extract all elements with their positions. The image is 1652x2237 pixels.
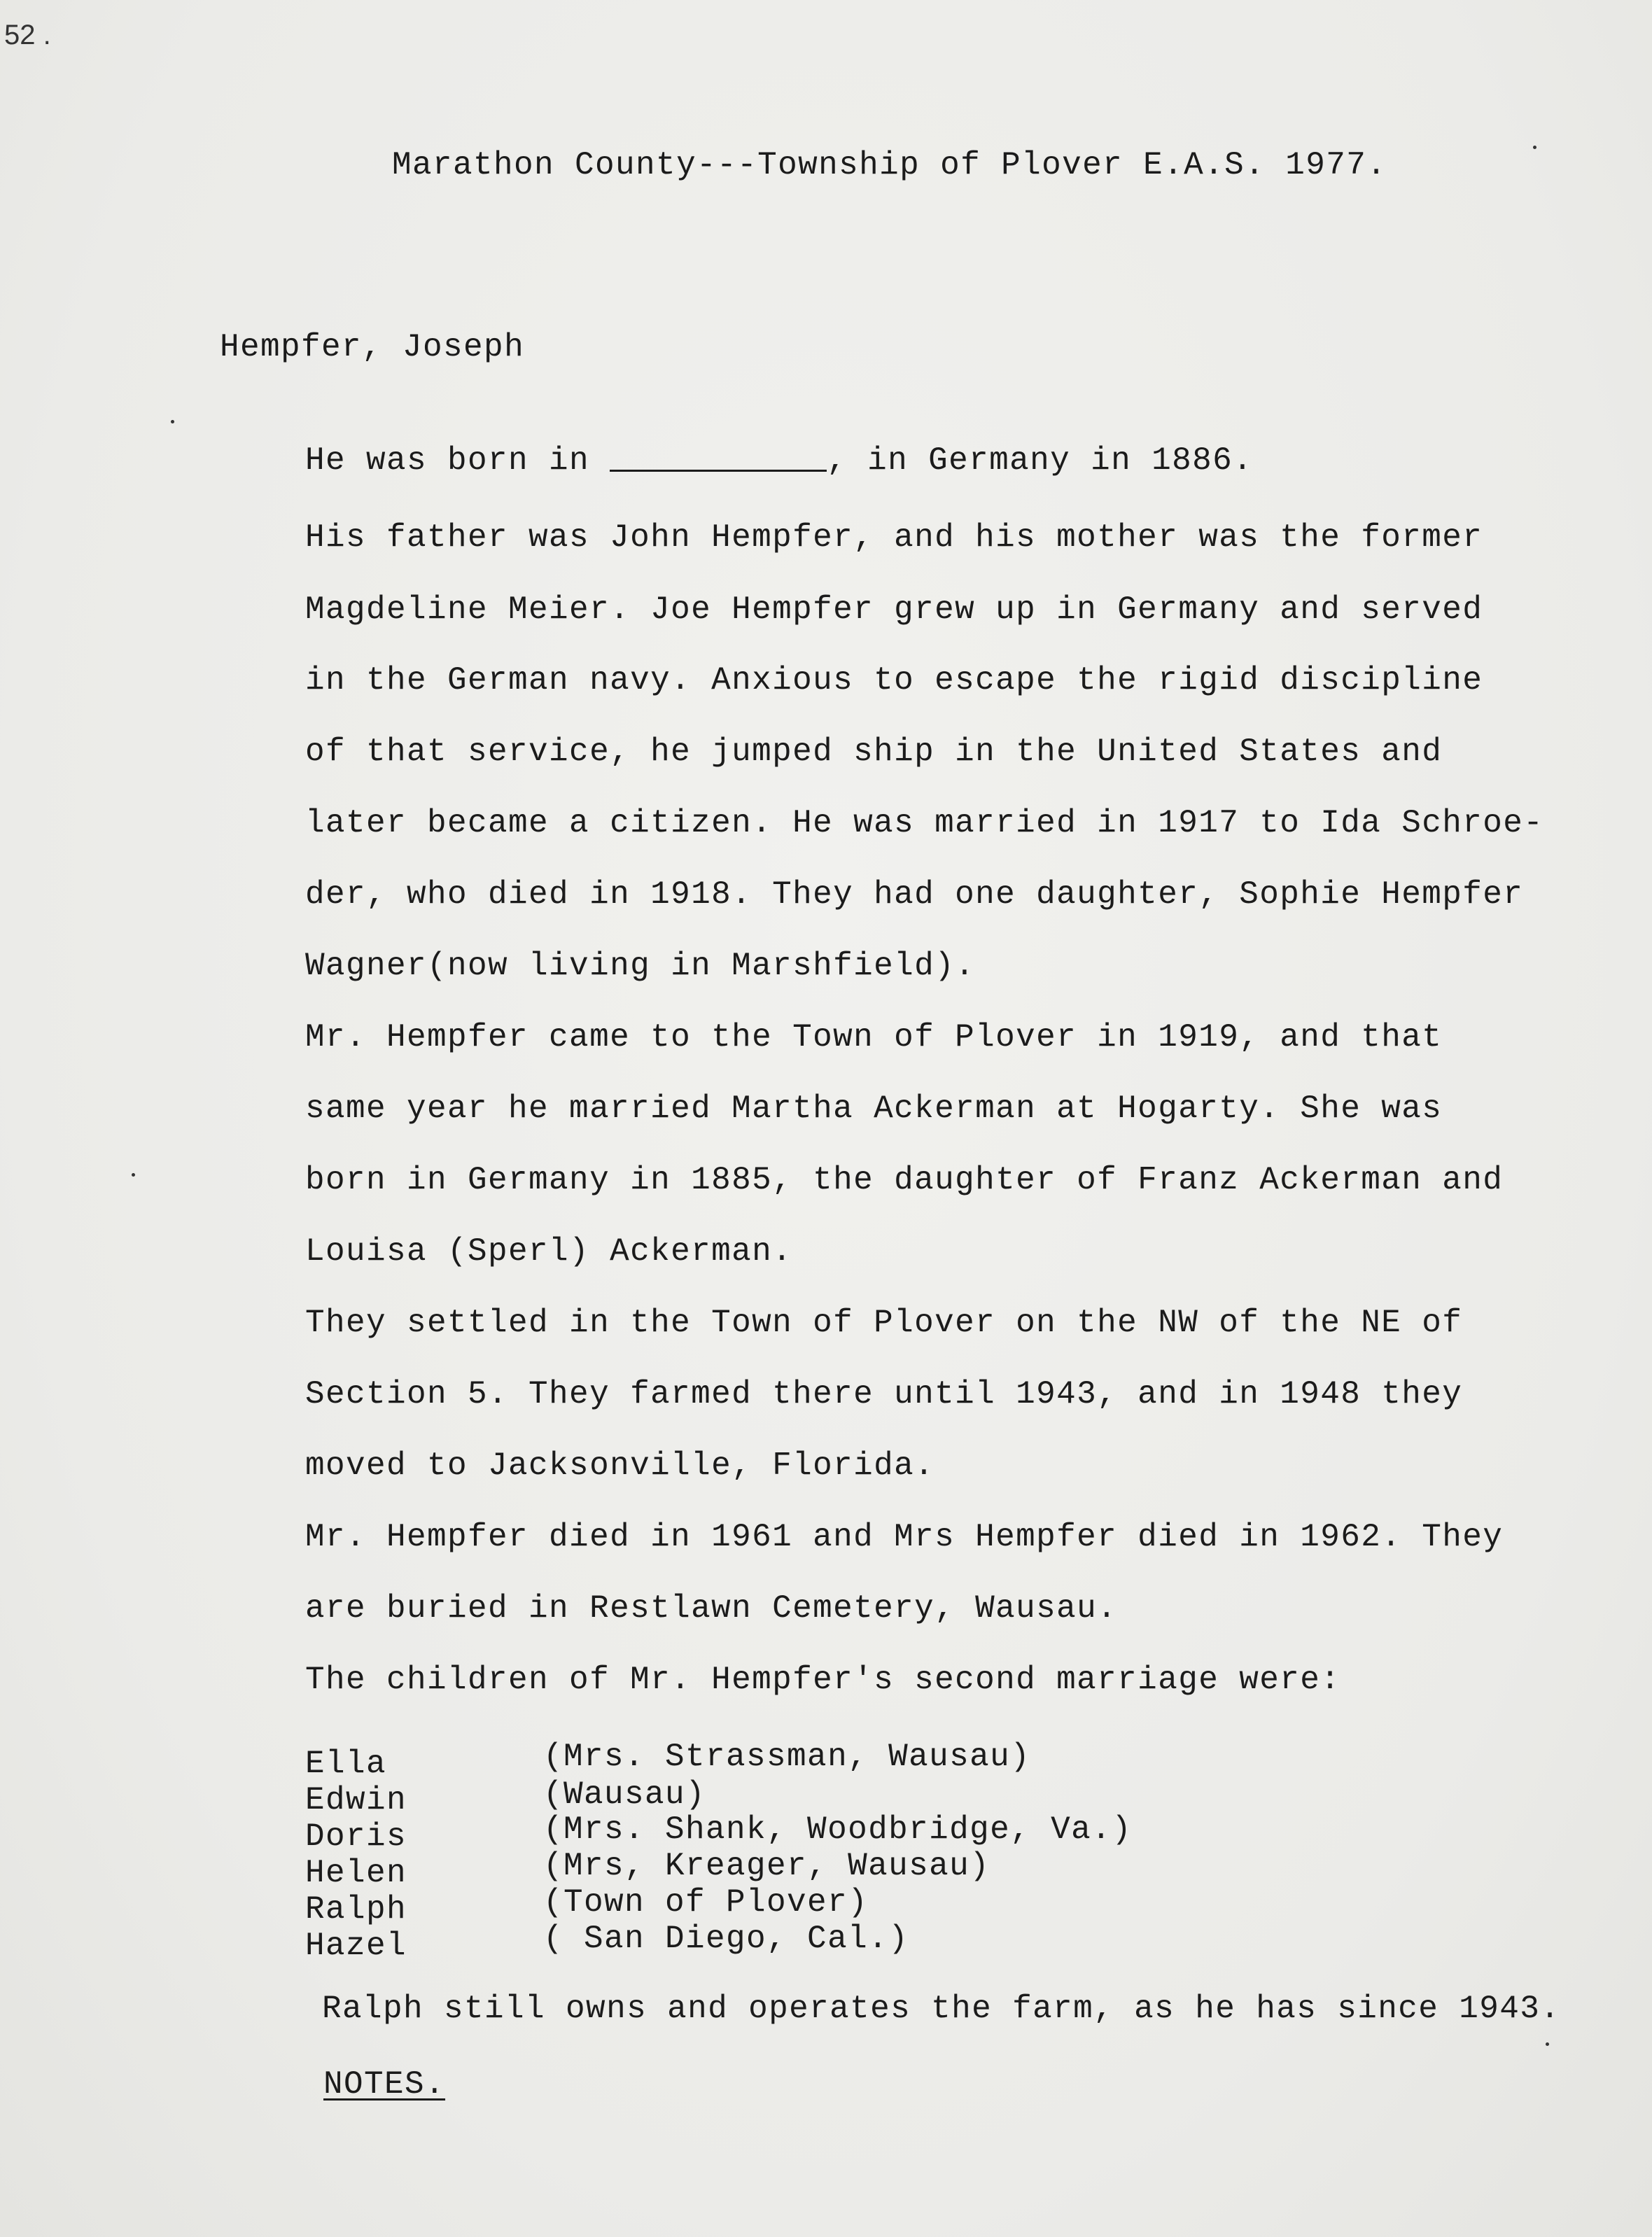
child-detail: (Mrs, Kreager, Wausau) [543,1848,990,1884]
body-line: Louisa (Sperl) Ackerman. [305,1233,793,1270]
child-detail: (Mrs. Shank, Woodbridge, Va.) [543,1811,1133,1848]
body-line: der, who died in 1918. They had one daughter, Sophie Hempfer [305,876,1524,913]
notes-heading: NOTES. [323,2066,446,2103]
paper-speck [1546,2042,1549,2046]
body-line: of that service, he jumped ship in the United States and [305,734,1443,770]
child-name: Edwin [305,1782,407,1818]
born-line-start: He was born in [305,442,610,479]
body-line: are buried in Restlawn Cemetery, Wausau. [305,1590,1118,1627]
child-name: Hazel [305,1928,407,1964]
body-line: moved to Jacksonville, Florida. [305,1447,935,1484]
body-line: They settled in the Town of Plover on the NW of the NE of [305,1305,1463,1341]
body-line: Mr. Hempfer died in 1961 and Mrs Hempfer died in 1962. They [305,1519,1504,1555]
page-number: 52 . [4,20,51,50]
closing-line: Ralph still owns and operates the farm, as he has since 1943. [322,1991,1561,2027]
document-title: Marathon County---Township of Plover E.A.S. 1977. [392,147,1387,183]
paper-speck [132,1173,135,1177]
born-line [305,441,1253,480]
body-line: His father was John Hempfer, and his mother was the former [305,519,1483,556]
subject-name: Hempfer, Joseph [220,329,525,365]
paper-speck [1533,146,1536,149]
child-name: Helen [305,1855,407,1891]
child-detail: (Town of Plover) [543,1884,869,1921]
body-line: Magdeline Meier. Joe Hempfer grew up in Germany and served [305,591,1483,628]
body-line: born in Germany in 1885, the daughter of Franz Ackerman and [305,1162,1504,1198]
body-line: Section 5. They farmed there until 1943, and in 1948 they [305,1376,1463,1412]
paper-speck [171,420,174,423]
child-name: Ralph [305,1891,407,1928]
body-line: later became a citizen. He was married in 1917 to Ida Schroe- [305,805,1544,841]
body-line: same year he married Martha Ackerman at Hogarty. She was [305,1091,1443,1127]
child-name: Doris [305,1818,407,1855]
child-detail: (Wausau) [543,1776,706,1813]
child-detail: ( San Diego, Cal.) [543,1921,909,1957]
born-line-end: , in Germany in 1886. [827,442,1254,479]
body-line: The children of Mr. Hempfer's second marriage were: [305,1662,1341,1698]
body-line: Mr. Hempfer came to the Town of Plover in 1919, and that [305,1019,1443,1056]
child-detail: (Mrs. Strassman, Wausau) [543,1739,1031,1775]
birthplace-blank [610,467,827,472]
child-name: Ella [305,1746,387,1782]
body-line: Wagner(now living in Marshfield). [305,948,976,984]
body-line: in the German navy. Anxious to escape the rigid discipline [305,662,1483,699]
